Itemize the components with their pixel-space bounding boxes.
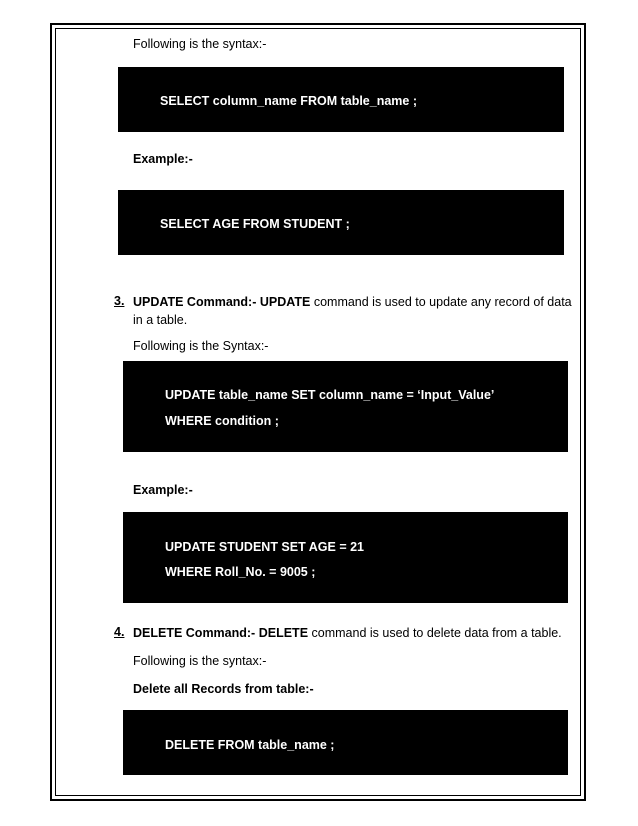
update-example-line1: UPDATE STUDENT SET AGE = 21 xyxy=(165,540,364,554)
select-syntax-code-block xyxy=(118,67,564,132)
update-example-label: Example:- xyxy=(133,483,193,497)
delete-description: command is used to delete data from a table. xyxy=(311,626,562,640)
update-example-code-block xyxy=(123,512,568,603)
delete-keyword: DELETE xyxy=(258,626,309,640)
delete-code: DELETE FROM table_name ; xyxy=(165,738,335,752)
update-description-line2: in a table. xyxy=(133,313,188,327)
delete-section-number: 4. xyxy=(114,625,125,639)
update-description-line1 xyxy=(133,294,574,310)
delete-syntax-label: Following is the syntax:- xyxy=(133,654,267,668)
update-syntax-code-block xyxy=(123,361,568,452)
select-syntax-label: Following is the syntax:- xyxy=(133,37,267,51)
update-example-line2: WHERE Roll_No. = 9005 ; xyxy=(165,565,316,579)
update-syntax-label: Following is the Syntax:- xyxy=(133,339,269,353)
delete-description-line xyxy=(133,625,562,641)
select-syntax-code: SELECT column_name FROM table_name ; xyxy=(160,94,417,108)
update-description: command is used to update any record of data xyxy=(313,295,572,309)
update-syntax-line1: UPDATE table_name SET column_name = ‘Input_Value’ xyxy=(165,388,495,402)
update-section-number: 3. xyxy=(114,294,125,308)
delete-title: DELETE Command:- xyxy=(133,626,256,640)
delete-code-block xyxy=(123,710,568,775)
update-keyword: UPDATE xyxy=(259,295,311,309)
select-example-label: Example:- xyxy=(133,152,193,166)
delete-subheading: Delete all Records from table:- xyxy=(133,682,314,696)
select-example-code-block xyxy=(118,190,564,255)
update-title: UPDATE Command:- xyxy=(133,295,257,309)
update-syntax-line2: WHERE condition ; xyxy=(165,414,279,428)
select-example-code: SELECT AGE FROM STUDENT ; xyxy=(160,217,350,231)
